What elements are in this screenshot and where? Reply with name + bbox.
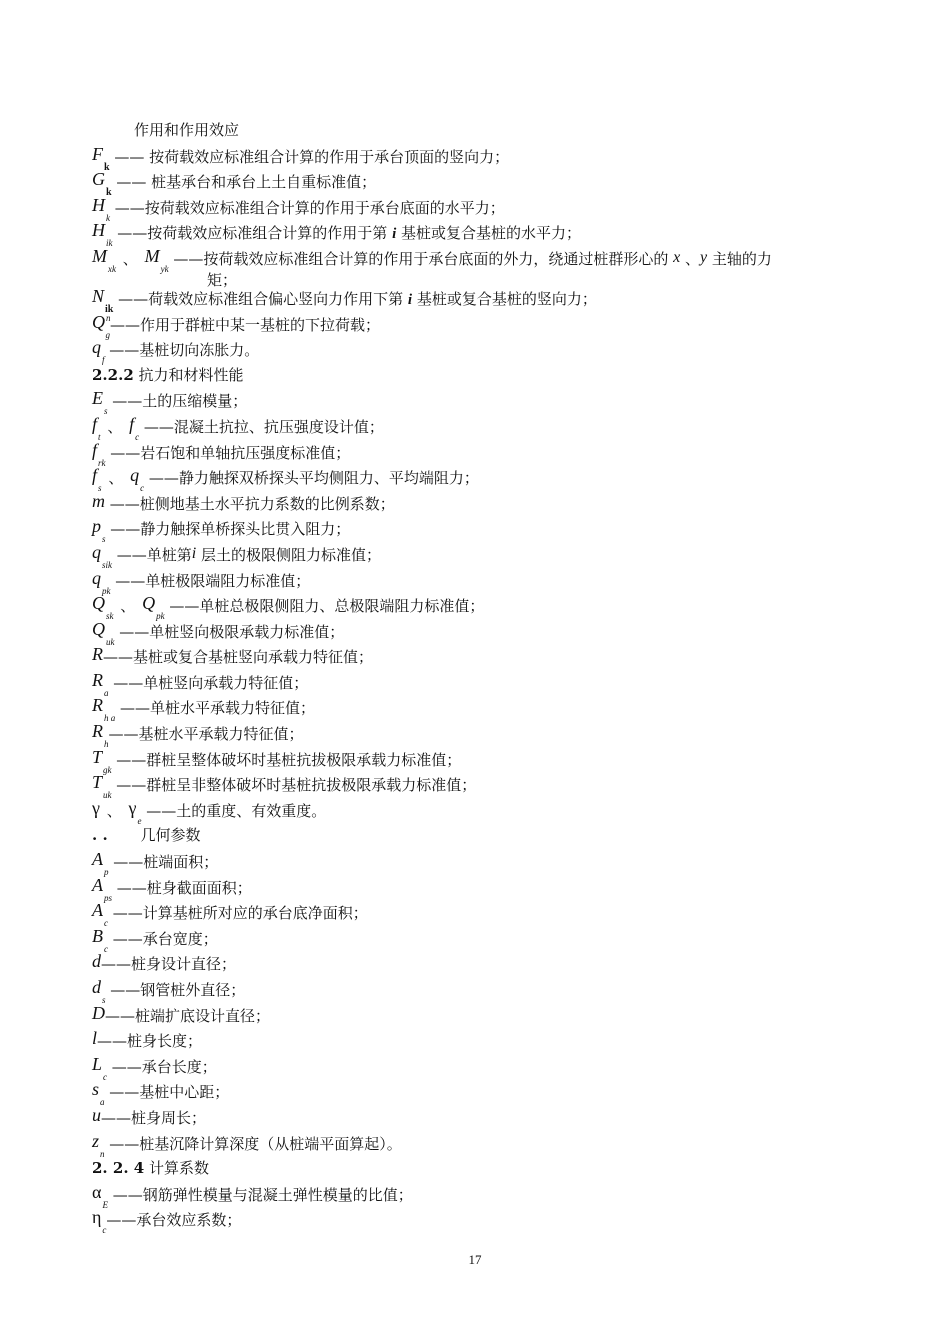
subscript: xk [108, 263, 116, 274]
section-title: 计算系数 [148, 1159, 209, 1178]
symbol: l [92, 1028, 98, 1049]
symbol: p [92, 516, 101, 537]
symbol: γ [92, 797, 100, 818]
symbol: A [92, 849, 103, 870]
subscript: f [102, 355, 105, 366]
symbol-line-Hik [92, 220, 862, 249]
symbol-line-Es [92, 388, 862, 417]
symbol: Q [92, 311, 105, 332]
subscript: s [104, 406, 108, 417]
symbol: γ [128, 797, 137, 818]
symbol: H [92, 194, 105, 215]
symbol: Q [142, 593, 156, 614]
subscript: n [100, 1148, 105, 1159]
superscript: n [106, 312, 111, 323]
subscript: gk [103, 764, 112, 775]
section-heading-coefficients [92, 1156, 862, 1182]
symbol-line-frk [92, 440, 862, 466]
description: ——单桩水平承载力特征值； [120, 699, 316, 718]
subscript: c [102, 1225, 107, 1236]
section-number: 2.2.2 [92, 365, 134, 384]
symbol-line-m [92, 491, 862, 517]
description: ——桩端扩底设计直径； [105, 1006, 271, 1025]
description: ——承台宽度； [112, 929, 218, 948]
symbol: L [92, 1053, 103, 1074]
separator: 、 [120, 597, 136, 616]
symbol-line-qpk [92, 568, 862, 594]
symbol: H [92, 220, 105, 241]
symbol: T [92, 746, 103, 767]
section-heading-resistance [92, 363, 862, 389]
symbol-line-R [92, 644, 862, 670]
subscript: ps [104, 892, 113, 903]
subscript: pk [102, 585, 111, 596]
subscript: sik [102, 559, 112, 570]
description: ——按荷载效应标准组合计算的作用于第 [117, 224, 393, 243]
subscript: c [104, 943, 108, 954]
description: ——单桩总极限侧阻力、总极限端阻力标准值； [169, 597, 485, 616]
description: ——计算基桩所对应的承台底净面积； [112, 904, 368, 923]
description: ——单桩第 [116, 545, 192, 564]
description-continuation: 矩； [207, 270, 238, 289]
description: ——群桩呈非整体破坏时基桩抗拔极限承载力标准值； [116, 776, 477, 795]
subscript: uk [103, 790, 112, 801]
symbol-line-l [92, 1028, 862, 1054]
symbol: M [144, 245, 160, 266]
separator: 、 [122, 249, 138, 268]
symbol-line-etac [92, 1207, 862, 1236]
symbol-line-gamma [92, 798, 862, 824]
subscript: a [100, 1097, 105, 1108]
symbol-line-D [92, 1003, 862, 1029]
description: ——桩基沉降计算深度（从桩端平面算起）。 [109, 1134, 402, 1153]
section-title: 抗力和材料性能 [138, 365, 244, 384]
symbol: R [92, 669, 103, 690]
subscript: ik [105, 303, 114, 315]
index-i: i [191, 544, 197, 562]
description: ——基桩切向冻胀力。 [109, 341, 260, 360]
separator: 、 [106, 801, 122, 820]
symbol-line-sa [92, 1079, 862, 1108]
symbol-line-Gk [92, 169, 862, 199]
symbol-line-qf [92, 337, 862, 366]
symbol-line-Mxk-Myk [92, 245, 862, 289]
section-title: 几何参数 [140, 826, 201, 845]
description: 基桩或复合基桩的水平力； [396, 224, 582, 243]
description: ——钢筋弹性模量与混凝土弹性模量的比值； [112, 1185, 413, 1204]
subscript: s [98, 483, 102, 494]
description: ——土的重度、有效重度。 [146, 801, 327, 820]
symbol: R [92, 695, 103, 716]
subscript: yk [160, 263, 169, 274]
symbol: M [92, 245, 107, 266]
symbol: q [130, 465, 140, 486]
description: ——基桩中心距； [109, 1083, 230, 1102]
symbol-line-d [92, 951, 862, 977]
subscript: s [102, 534, 106, 545]
subscript: c [104, 918, 108, 929]
index-i: i [407, 291, 413, 308]
description: ——荷载效应标准组合偏心竖向力作用下第 [118, 289, 408, 308]
subscript: rk [98, 457, 106, 468]
symbol-line-fs-qc [92, 465, 862, 494]
description: ——基桩水平承载力特征值； [108, 725, 304, 744]
symbol: A [92, 900, 103, 921]
symbol: α [92, 1181, 102, 1202]
description: ——桩身长度； [97, 1032, 203, 1051]
symbol-list [92, 118, 862, 1236]
subscript: uk [106, 636, 115, 647]
symbol-line-Rh [92, 721, 862, 750]
description: ——土的压缩模量； [112, 392, 248, 411]
symbol: G [92, 169, 105, 190]
description: ——单桩竖向承载力特征值； [113, 673, 309, 692]
subscript: h a [104, 713, 116, 724]
symbol-line-Ra [92, 670, 862, 696]
subscript: e [137, 815, 142, 826]
page-number: 17 [468, 1252, 482, 1267]
section-heading-actions [92, 118, 862, 144]
section-number: 2. 2. 4 [92, 1159, 145, 1178]
symbol: D [92, 1002, 105, 1023]
symbol-line-u [92, 1105, 862, 1131]
section-heading-geometry [92, 823, 862, 849]
symbol: η [92, 1207, 102, 1228]
subscript: a [104, 687, 109, 698]
description: ——桩侧地基土水平抗力系数的比例系数； [109, 494, 395, 513]
symbol-line-Qgn [92, 312, 862, 338]
symbol-line-Qsk-Qpk [92, 593, 862, 622]
symbol-line-ft-fc [92, 414, 862, 440]
subscript: ik [106, 238, 113, 249]
subscript: h [104, 739, 109, 750]
description: ——作用于群桩中某一基桩的下拉荷载； [110, 315, 381, 334]
subscript: k [106, 212, 110, 223]
symbol: Q [92, 593, 105, 614]
symbol: f [129, 413, 135, 434]
symbol: q [92, 337, 101, 358]
subscript: t [98, 431, 101, 442]
symbol-line-Hk [92, 195, 862, 221]
symbol-line-alphaE [92, 1182, 862, 1208]
subscript: g [105, 329, 110, 340]
subscript: s [102, 995, 106, 1005]
description: ——单桩极限端阻力标准值； [115, 571, 311, 590]
symbol-line-Ap [92, 849, 862, 878]
description: ——桩端面积； [113, 853, 219, 872]
description: ——单桩竖向极限承载力标准值； [119, 622, 345, 641]
section-number: . . [92, 826, 108, 845]
subscript: sk [106, 611, 114, 622]
description: ——基桩或复合基桩竖向承载力特征值； [103, 648, 374, 667]
symbol: f [92, 439, 98, 460]
symbol: f [92, 465, 98, 486]
symbol: z [92, 1130, 100, 1151]
symbol-line-Tgk [92, 747, 862, 773]
description: 主轴的力 [707, 249, 772, 268]
symbol: R [92, 721, 103, 742]
description: ——桩身截面面积； [116, 878, 252, 897]
symbol-line-Bc [92, 926, 862, 952]
description: ——静力触探双桥探头平均侧阻力、平均端阻力； [148, 469, 479, 488]
section-title: 作用和作用效应 [134, 121, 240, 139]
description: ——桩身设计直径； [101, 955, 237, 974]
subscript: c [135, 431, 140, 442]
symbol: u [92, 1104, 101, 1125]
description: ——按荷载效应标准组合计算的作用于承台底面的水平力； [114, 198, 505, 217]
symbol-line-Lc [92, 1054, 862, 1080]
separator: 、 [108, 469, 124, 488]
symbol-line-Ac [92, 900, 862, 929]
symbol: f [92, 413, 98, 434]
symbol-line-Tuk [92, 772, 862, 801]
symbol: N [92, 285, 105, 306]
symbol-line-ps [92, 516, 862, 545]
symbol: T [92, 772, 103, 793]
symbol-line-Quk [92, 619, 862, 645]
subscript: E [102, 1199, 108, 1210]
symbol: E [92, 388, 103, 409]
symbol-line-Fk [92, 143, 862, 173]
symbol-line-ds [92, 977, 862, 1003]
symbol-line-qsik [92, 542, 862, 568]
subscript: c [103, 1071, 108, 1082]
subscript: k [104, 161, 110, 173]
subscript: p [104, 867, 109, 878]
description: ——群桩呈整体破坏时基桩抗拔极限承载力标准值； [116, 750, 462, 769]
index-i: i [392, 226, 397, 243]
symbol: d [92, 977, 101, 997]
description: 层土的极限侧阻力标准值； [196, 545, 382, 564]
symbol: B [92, 925, 103, 946]
separator: 、 [107, 417, 123, 436]
symbol: q [92, 567, 101, 588]
symbol: q [92, 541, 101, 562]
axis-x: x [673, 248, 681, 266]
symbol: R [92, 644, 103, 665]
symbol-line-Aps [92, 875, 862, 901]
symbol-line-Nik [92, 285, 862, 315]
symbol: F [92, 143, 103, 164]
description: —— 桩基承台和承台上土自重标准值； [116, 173, 377, 192]
symbol: m [92, 490, 105, 511]
description: ——桩身周长； [101, 1108, 207, 1127]
description: ——岩石饱和单轴抗压强度标准值； [110, 443, 351, 462]
description: ——按荷载效应标准组合计算的作用于承台底面的外力，绕通过桩群形心的 [173, 249, 674, 268]
subscript: k [106, 187, 112, 199]
description: ——静力触探单桥探头比贯入阻力； [110, 520, 351, 539]
symbol: d [92, 951, 101, 972]
description: ——承台效应系数； [106, 1211, 242, 1230]
description: 基桩或复合基桩的竖向力； [412, 289, 597, 308]
description: 、 [680, 249, 701, 268]
symbol-line-zn [92, 1131, 862, 1157]
description: ——承台长度； [111, 1057, 217, 1076]
symbol-line-Rha [92, 695, 862, 724]
subscript: pk [156, 611, 165, 622]
description: ——钢管桩外直径； [110, 981, 246, 999]
symbol: s [92, 1079, 100, 1100]
symbol: A [92, 874, 103, 895]
subscript: c [140, 483, 145, 494]
description: —— 按荷载效应标准组合计算的作用于承台顶面的竖向力； [114, 147, 510, 166]
axis-y: y [700, 248, 708, 266]
symbol: Q [92, 618, 105, 639]
description: ——混凝土抗拉、抗压强度设计值； [143, 417, 384, 436]
